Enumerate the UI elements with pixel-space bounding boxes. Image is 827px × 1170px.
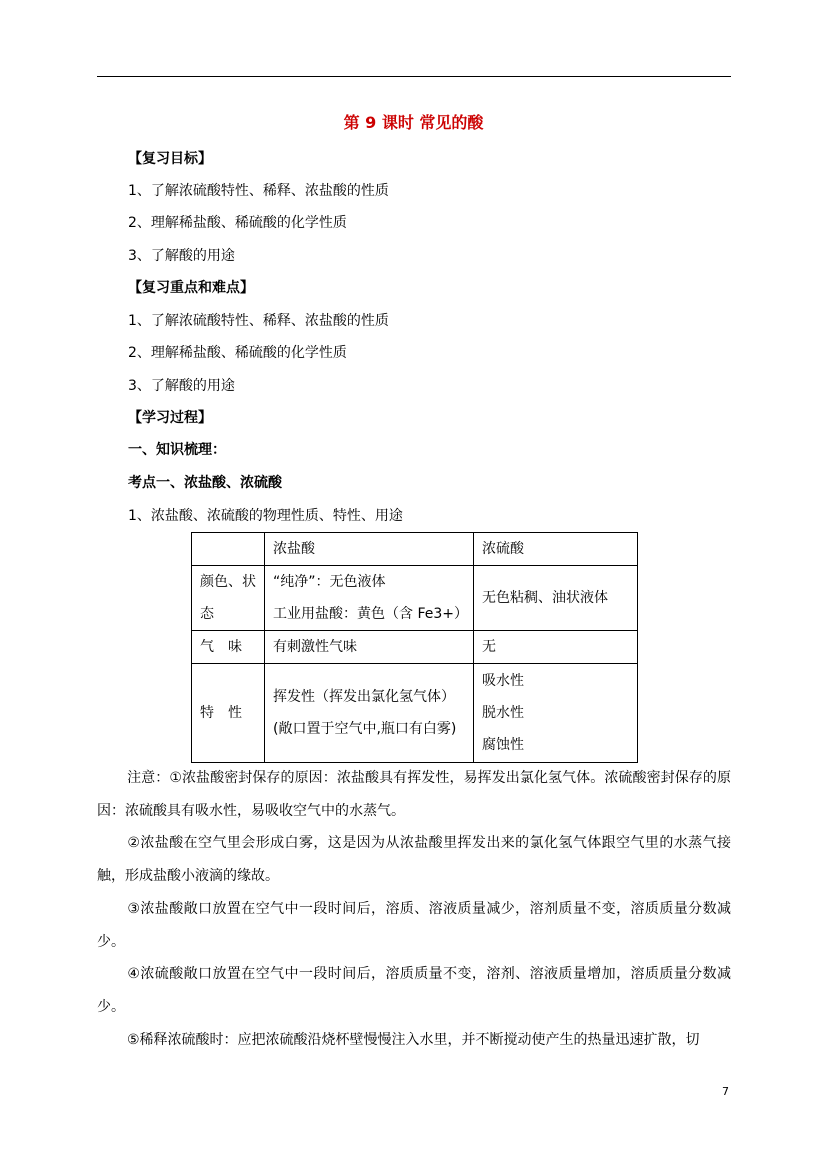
note-text: ④浓硫酸敞口放置在空气中一段时间后，溶质质量不变，溶剂、溶液质量增加，溶质质量分数减少。: [97, 966, 731, 1015]
cell-line: 腐蚀性: [482, 737, 524, 753]
properties-table: [191, 532, 638, 763]
cell-line: “纯净”：无色液体: [273, 574, 386, 590]
header-rule: [97, 76, 731, 77]
objective-item: 1、了解浓硫酸特性、稀释、浓盐酸的性质: [128, 183, 389, 199]
h2so4-cell: [474, 664, 638, 763]
keypoints-heading: 【复习重点和难点】: [128, 280, 254, 296]
note-text: ③浓盐酸敞口放置在空气中一段时间后，溶质、溶液质量减少，溶剂质量不变，溶质质量分数减少。: [97, 901, 731, 950]
hcl-cell: [265, 631, 474, 664]
cell-line: 工业用盐酸：黄色（含 Fe3+）: [273, 606, 468, 622]
keypoint-item: 2、理解稀盐酸、稀硫酸的化学性质: [128, 345, 347, 361]
cell-line: 脱水性: [482, 705, 524, 721]
note-paragraph: [97, 893, 731, 958]
objectives-heading: 【复习目标】: [128, 151, 212, 167]
note-paragraph: [97, 762, 731, 827]
page-number: 7: [722, 1085, 729, 1098]
row-label: 颜色、状态: [192, 566, 265, 631]
table-header-row: [192, 533, 638, 566]
cell-line: 有刺激性气味: [273, 639, 357, 655]
table-intro: 1、浓盐酸、浓硫酸的物理性质、特性、用途: [128, 508, 403, 524]
keypoint-item: 1、了解浓硫酸特性、稀释、浓盐酸的性质: [128, 313, 389, 329]
cell-line: 挥发性（挥发出氯化氢气体）: [273, 689, 455, 705]
cell-line: 无: [482, 639, 496, 655]
table-row: [192, 631, 638, 664]
objective-item: 3、了解酸的用途: [128, 248, 235, 264]
process-heading: 【学习过程】: [128, 410, 212, 426]
h2so4-cell: [474, 631, 638, 664]
note-text: ②浓盐酸在空气里会形成白雾，这是因为从浓盐酸里挥发出来的氯化氢气体跟空气里的水蒸气接触，形成盐酸小液滴的缘故。: [97, 835, 731, 884]
cell-line: 吸水性: [482, 673, 524, 689]
keypoint-item: 3、了解酸的用途: [128, 378, 235, 394]
table-header-cell: 浓盐酸: [265, 533, 474, 566]
page-title: 第 9 课时 常见的酸: [343, 113, 484, 132]
objective-item: 2、理解稀盐酸、稀硫酸的化学性质: [128, 215, 347, 231]
table-header-cell: [192, 533, 265, 566]
row-label: 气 味: [192, 631, 265, 664]
note-paragraph: [97, 958, 731, 1023]
cell-line: 无色粘稠、油状液体: [482, 590, 608, 606]
note-text: 注意：①浓盐酸密封保存的原因：浓盐酸具有挥发性，易挥发出氯化氢气体。浓硫酸密封保存的原因：浓硫酸具有吸水性，易吸收空气中的水蒸气。: [97, 770, 731, 819]
note-text: ⑤稀释浓硫酸时：应把浓硫酸沿烧杯壁慢慢注入水里，并不断搅动使产生的热量迅速扩散，切: [127, 1032, 700, 1048]
cell-line: (敞口置于空气中,瓶口有白雾): [273, 721, 457, 737]
hcl-cell: [265, 664, 474, 763]
note-paragraph: [97, 827, 731, 892]
note-paragraph: [97, 1024, 731, 1057]
topic-heading: 考点一、浓盐酸、浓硫酸: [128, 475, 282, 491]
h2so4-cell: [474, 566, 638, 631]
knowledge-heading: 一、知识梳理：: [128, 442, 226, 458]
table-row: [192, 566, 638, 631]
table-header-cell: 浓硫酸: [474, 533, 638, 566]
table-row: [192, 664, 638, 763]
row-label: 特 性: [192, 664, 265, 763]
hcl-cell: [265, 566, 474, 631]
